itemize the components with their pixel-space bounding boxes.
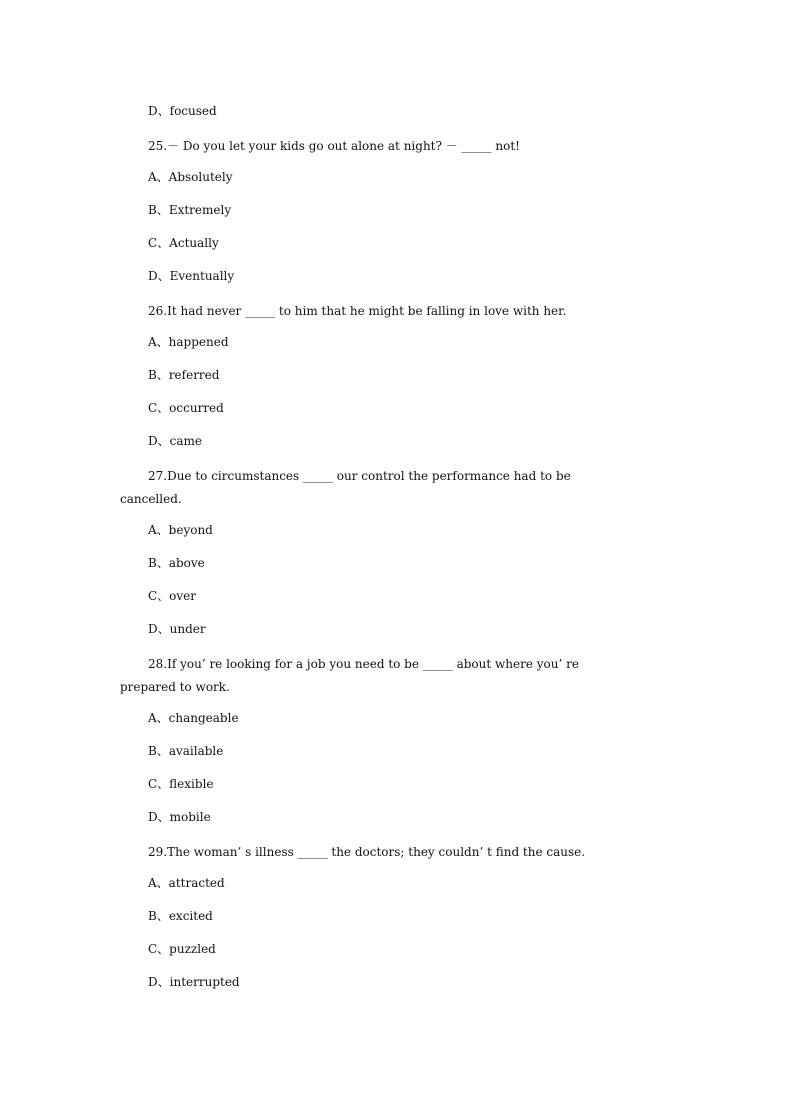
question-28: 28.If you’ re looking for a job you need to be _____ about where you’ re bbox=[148, 657, 579, 671]
option-29-c: C、puzzled bbox=[148, 942, 216, 956]
option-27-b: B、above bbox=[148, 556, 205, 570]
option-26-c: C、occurred bbox=[148, 401, 224, 415]
option-28-d: D、mobile bbox=[148, 810, 211, 824]
question-29: 29.The woman’ s illness _____ the doctors; they couldn’ t find the cause. bbox=[148, 845, 586, 859]
option-27-c: C、over bbox=[148, 589, 197, 603]
option-25-d: D、Eventually bbox=[148, 269, 235, 283]
question-28-continuation: prepared to work. bbox=[120, 680, 230, 694]
option-26-b: B、referred bbox=[148, 368, 220, 382]
option-25-c: C、Actually bbox=[148, 236, 219, 250]
option-27-a: A、beyond bbox=[148, 523, 213, 537]
option-28-a: A、changeable bbox=[148, 711, 239, 725]
option-27-d: D、under bbox=[148, 622, 206, 636]
option-29-a: A、attracted bbox=[148, 876, 225, 890]
question-27: 27.Due to circumstances _____ our control the performance had to be bbox=[148, 469, 571, 483]
option-29-b: B、excited bbox=[148, 909, 213, 923]
option-28-b: B、available bbox=[148, 744, 224, 758]
option-24-d: D、focused bbox=[148, 104, 217, 118]
option-25-a: A、Absolutely bbox=[148, 170, 233, 184]
question-26: 26.It had never _____ to him that he might be falling in love with her. bbox=[148, 304, 567, 318]
option-28-c: C、flexible bbox=[148, 777, 214, 791]
option-26-d: D、came bbox=[148, 434, 202, 448]
question-27-continuation: cancelled. bbox=[120, 492, 182, 506]
option-29-d: D、interrupted bbox=[148, 975, 240, 989]
question-25: 25.－ Do you let your kids go out alone at night? － _____ not! bbox=[148, 139, 520, 153]
option-26-a: A、happened bbox=[148, 335, 229, 349]
option-25-b: B、Extremely bbox=[148, 203, 232, 217]
